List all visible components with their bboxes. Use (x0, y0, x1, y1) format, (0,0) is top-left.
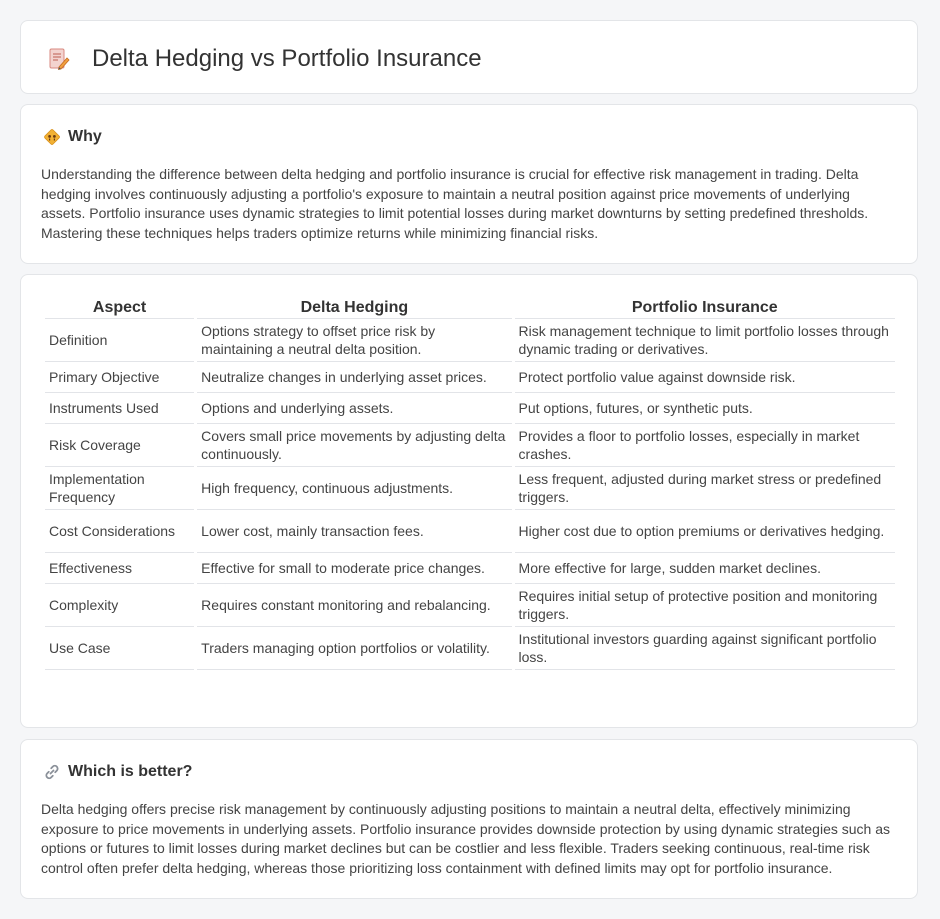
delta-hedging-cell: Covers small price movements by adjusting delta continuously. (197, 424, 511, 467)
aspect-cell: Primary Objective (45, 362, 194, 393)
link-icon (43, 763, 61, 781)
aspect-cell: Implementation Frequency (45, 467, 194, 510)
aspect-cell: Cost Considerations (45, 510, 194, 553)
table-row (45, 362, 895, 393)
header-delta-hedging: Delta Hedging (197, 295, 511, 319)
table-row (45, 510, 895, 553)
delta-hedging-cell: Lower cost, mainly transaction fees. (197, 510, 511, 553)
table-row (45, 424, 895, 467)
aspect-cell: Risk Coverage (45, 424, 194, 467)
delta-hedging-cell: Options strategy to offset price risk by maintaining a neutral delta position. (197, 319, 511, 362)
why-text: Understanding the difference between delta hedging and portfolio insurance is crucial for effective risk management in trading. Delta hedging involves continuously adjusting a portfolio's exposure to maintain a neutral position against price movements of underlying assets. Portfolio insurance uses dynamic strategies to limit potential losses during market downturns by setting predefined thresholds. Mastering these techniques helps traders optimize returns while minimizing financial risks. (41, 166, 869, 241)
header-aspect: Aspect (45, 295, 194, 319)
portfolio-insurance-cell: Higher cost due to option premiums or derivatives hedging. (515, 510, 895, 553)
portfolio-insurance-cell: Institutional investors guarding against significant portfolio loss. (515, 627, 895, 670)
comparison-table (42, 295, 898, 670)
table-header-row (45, 295, 895, 319)
delta-hedging-cell: High frequency, continuous adjustments. (197, 467, 511, 510)
delta-hedging-cell: Requires constant monitoring and rebalancing. (197, 584, 511, 627)
table-row (45, 467, 895, 510)
why-heading-row (43, 127, 102, 147)
table-row (45, 584, 895, 627)
better-heading-row (43, 762, 192, 782)
aspect-cell: Use Case (45, 627, 194, 670)
aspect-cell: Instruments Used (45, 393, 194, 424)
title-card (20, 20, 918, 94)
why-section (20, 104, 918, 264)
document-edit-icon (47, 47, 71, 71)
table-row (45, 393, 895, 424)
aspect-cell: Effectiveness (45, 553, 194, 584)
table-row (45, 553, 895, 584)
better-text: Delta hedging offers precise risk management by continuously adjusting positions to maintain a neutral delta, effectively minimizing exposure to price movements in underlying assets. Portfolio insurance provides downside protection by using dynamic strategies such as options or futures to limit losses during market declines but can be costlier and less flexible. Traders seeking continuous, real-time risk control often prefer delta hedging, whereas those prioritizing loss containment with defined limits may opt for portfolio insurance. (41, 801, 890, 876)
delta-hedging-cell: Options and underlying assets. (197, 393, 511, 424)
portfolio-insurance-cell: Risk management technique to limit portfolio losses through dynamic trading or derivatives. (515, 319, 895, 362)
why-heading: Why (68, 128, 102, 145)
portfolio-insurance-cell: More effective for large, sudden market declines. (515, 553, 895, 584)
portfolio-insurance-cell: Less frequent, adjusted during market stress or predefined triggers. (515, 467, 895, 510)
table-row (45, 627, 895, 670)
delta-hedging-cell: Neutralize changes in underlying asset prices. (197, 362, 511, 393)
aspect-cell: Complexity (45, 584, 194, 627)
portfolio-insurance-cell: Put options, futures, or synthetic puts. (515, 393, 895, 424)
delta-hedging-cell: Traders managing option portfolios or volatility. (197, 627, 511, 670)
aspect-cell: Definition (45, 319, 194, 362)
delta-hedging-cell: Effective for small to moderate price changes. (197, 553, 511, 584)
better-heading: Which is better? (68, 763, 193, 780)
table-row (45, 319, 895, 362)
which-is-better-section (20, 739, 918, 899)
comparison-section (20, 274, 918, 728)
header-portfolio-insurance: Portfolio Insurance (515, 295, 895, 319)
page-title: Delta Hedging vs Portfolio Insurance (92, 45, 482, 72)
portfolio-insurance-cell: Protect portfolio value against downside risk. (515, 362, 895, 393)
portfolio-insurance-cell: Requires initial setup of protective position and monitoring triggers. (515, 584, 895, 627)
portfolio-insurance-cell: Provides a floor to portfolio losses, especially in market crashes. (515, 424, 895, 467)
diamond-sign-icon (43, 128, 61, 146)
